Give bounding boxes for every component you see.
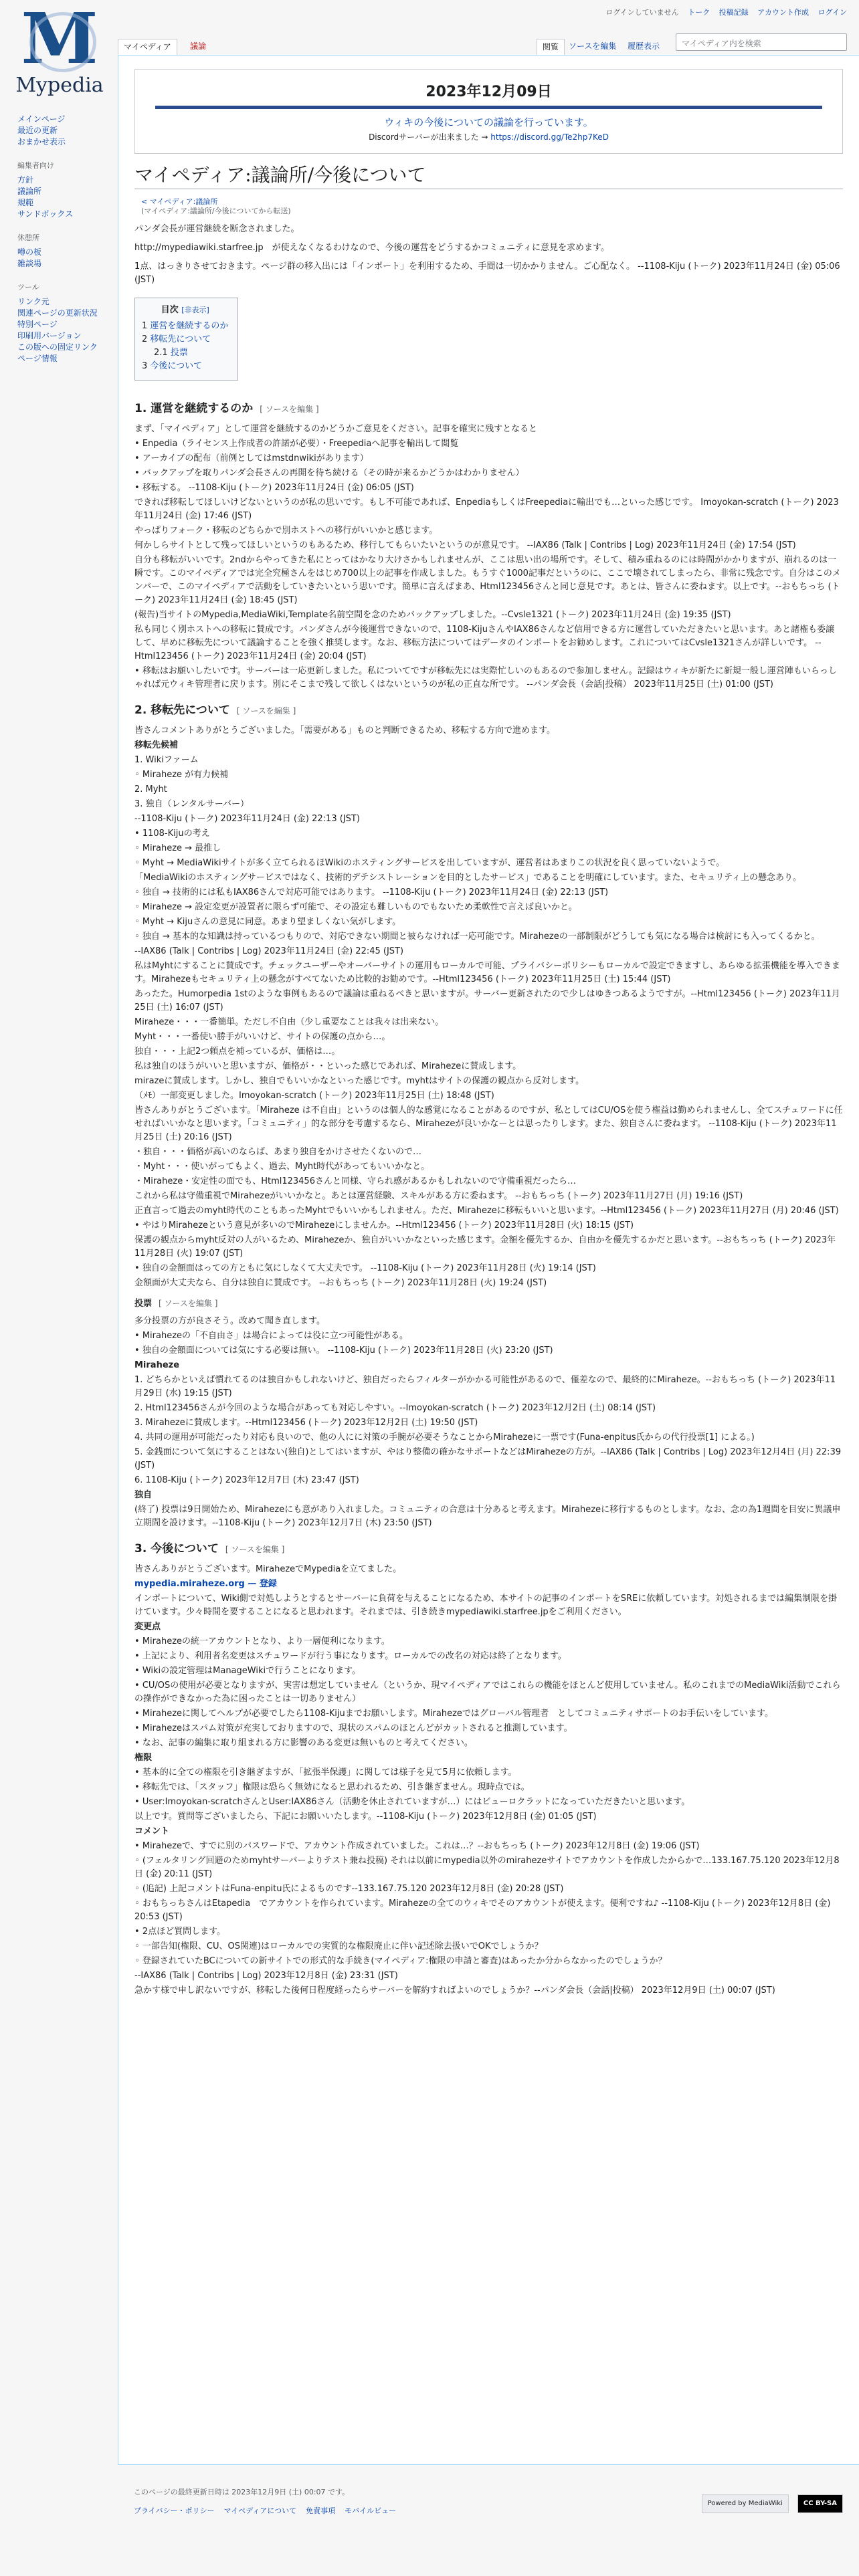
sidebar-item[interactable]: 議論所	[17, 187, 42, 196]
sidebar-section	[17, 232, 118, 270]
discussion-line	[134, 1204, 843, 1218]
discussion-line	[134, 1277, 843, 1290]
discussion-line	[134, 754, 843, 767]
line-text: (フェルタリング回避のためmyhtサーバーよりテスト兼ね投稿) それは以前にmypedia以外のmirahezeサイトでアカウントを作成したからかで…133.167.75.120 2023年12月8日 (金) 20:11 (JST)	[134, 1856, 840, 1879]
line-text: 皆さんありがとうございます。「Miraheze は不自由」というのは個人的な感覚になることがあるのですが、私としてはCU/OSを使う権益は勤められませんし、全てスチュワードに任せればいいかなと思います。「コミュニティ」的な部分を考慮するなら、Mirahezeが良いかなーとは思ったりします。また、独自さんに委ねます。 --1108-Kiju (トーク) 2023年11月25日 (土) 20:16 (JST)	[134, 1105, 843, 1142]
bullet-icon: ◦	[134, 887, 142, 897]
discussion-line	[134, 1840, 843, 1853]
discussion-line	[134, 930, 843, 944]
redirect-note: (マイペディア:議論所/今後についてから転送)	[141, 207, 291, 215]
bullet-icon: ◦	[134, 843, 142, 853]
discussion-line	[134, 1984, 843, 1998]
discussion-line	[134, 423, 843, 436]
section-title: 投票	[134, 1299, 153, 1309]
discussion-line	[134, 1883, 843, 1896]
discussion-line	[134, 768, 843, 782]
discussion-line	[134, 1650, 843, 1663]
discussion-line	[134, 1329, 843, 1343]
tab-history[interactable]: 履歴表示	[628, 41, 660, 51]
line-text: Mirahezeに関してヘルプが必要でしたら1108-Kijuまでお願いします。Mirahezeではグローバル管理者 としてコミュニティサポートのお手伝いをしています。	[142, 1709, 773, 1719]
bullet-icon: •	[134, 1738, 142, 1748]
discussion-line	[134, 1751, 843, 1765]
line-text: (追記) 上記コメントはFuna-enpitu氏によるものです--133.167.75.120 2023年12月8日 (金) 20:28 (JST)	[142, 1884, 564, 1894]
bullet-icon: •	[134, 1709, 142, 1719]
discussion-line	[134, 1374, 843, 1400]
discussion-line	[134, 1075, 843, 1088]
line-text: Mirahezeで、すでに別のパスワードで、アカウント作成されていました。これは…？--おもちっち (トーク) 2023年12月8日 (金) 19:06 (JST)	[142, 1841, 700, 1851]
toc-toggle[interactable]: [非表示]	[181, 306, 209, 314]
bullet-icon: •	[134, 483, 142, 493]
section-title: 3. 今後について	[134, 1542, 219, 1555]
bullet-icon: •	[134, 1681, 142, 1691]
bullet-icon: ◦	[134, 1884, 142, 1894]
notice-message[interactable]: ウィキの今後についての議論を行っています。	[384, 116, 593, 128]
discussion-line	[134, 1016, 843, 1029]
line-text: Miraheze → 最推し	[142, 843, 221, 853]
line-text: 自分も移転がいいです。2ndからやってきた私にとってはかなり大けさかもしれませんが、ここは思い出の場所です。そして、積み重ねるのには時間がかかりますが、崩れるのは一瞬です。このマイペディアでは完全究極さんをはじめ700以上の記事を作成しました。もうすぐ1000記事だというのに、ここで壊されてしまったら、非常に残念です。自分はこのメンバーで、このマイペディアで活動をしていきたいという思いです。簡単に言えばまあ、Html123456さんと同じ意見です。あとは、皆さんに委ねます。以上です。--おもちっち (トーク) 2023年11月24日 (金) 18:45 (JST)	[134, 555, 841, 605]
toc-number: 1	[142, 321, 148, 331]
bullet-icon: •	[134, 1927, 142, 1937]
discussion-line	[134, 1160, 843, 1174]
line-text: やっぱりフォーク・移転のどちらかで別ホストへの移行がいいかと感じます。	[134, 526, 438, 536]
bullet-icon: •	[134, 1220, 142, 1230]
line-text: ・独自・・・価格が高いのならば、あまり独自をかけさせたくないので…	[134, 1147, 422, 1157]
discussion-line	[134, 524, 843, 538]
edit-section-link[interactable]: [ ソースを編集 ]	[159, 1299, 218, 1308]
line-text: Mirahezeの「不自由さ」は場合によっては役に立つ可能性がある。	[142, 1331, 409, 1341]
breadcrumb	[141, 197, 843, 216]
line-text: 独自 → 基本的な知識は持っているつもりので、対応できない期間と被らなければ一応可能です。Mirahezeの一部制限がどうしても気になる場合は検討にも入ってくるかと。	[142, 932, 820, 942]
discussion-line	[134, 1262, 843, 1275]
discussion-line	[134, 1060, 843, 1073]
line-text: Myht・・・一番使い勝手がいいけど、サイトの保護の点から…。	[134, 1032, 391, 1042]
bullet-icon: •	[134, 1782, 142, 1792]
bullet-icon: ◦	[134, 1856, 142, 1866]
discussion-line	[134, 1446, 843, 1473]
discussion-line	[134, 1707, 843, 1721]
toc-label[interactable]: 移転先について	[150, 334, 211, 344]
line-text: （ﾒﾓ）一部変更しました。Imoyokan-scratch (トーク) 2023年11月25日 (土) 18:48 (JST)	[134, 1091, 494, 1101]
tab-read[interactable]: 閲覧	[537, 39, 565, 55]
line-text: 2点ほど質問します。	[142, 1927, 226, 1937]
line-text: 独自の金額面については気にする必要は無い。 --1108-Kiju (トーク) 2023年11月28日 (火) 23:20 (JST)	[142, 1346, 553, 1356]
discussion-line	[134, 665, 843, 691]
line-text: 私も同じく別ホストへの移転に賛成です。パンダさんが今後運営できないので、1108-KijuさんやIAX86さんなど信用できる方に運営していただきたいと思います。あと諸権も委譲して、早めに移転先について議論することを強く推奨します。なお、移転方法についてはデータのインポートをお勧めします。これについてはCvsle1321さんが詳しいです。 --Html123456 (トーク) 2023年11月24日 (金) 20:04 (JST)	[134, 625, 835, 661]
line-text: 移転先では、「スタッフ」権限は恐らく無効になると思われるため、引き継ぎません。現時点では。	[142, 1782, 530, 1792]
line-text[interactable]: 1. Wikiファーム	[134, 755, 199, 765]
bullet-icon: ◦	[134, 902, 142, 912]
sidebar-item[interactable]: ページ情報	[17, 354, 58, 363]
discussion-line	[134, 1665, 843, 1678]
line-text: 5. 金銭面について気にすることはない(独自)としてはいますが、やはり整備の確かなサポートなどはMirahezeの方が。--IAX86 (Talk | Contribs | Log) 2023年12月4日 (月) 22:39 (JST)	[134, 1447, 842, 1471]
line-text: 何かしらサイトとして残ってほしいというのもあるため、移行してもらいたいというのが意見です。 --IAX86 (Talk | Contribs | Log) 2023年11月24日 (金) 17:54 (JST)	[134, 540, 796, 550]
line-text: 権限	[134, 1753, 153, 1763]
discussion-line	[134, 827, 843, 841]
discussion-line	[134, 539, 843, 552]
edit-section-link[interactable]: [ ソースを編集 ]	[260, 405, 319, 414]
bullet-icon: •	[134, 453, 142, 463]
edit-section-link[interactable]: [ ソースを編集 ]	[236, 706, 296, 716]
discussion-line	[134, 1031, 843, 1044]
line-text: ・Myht・・・使いがってもよく、過去、Myht時代があってもいいかなと。	[134, 1162, 430, 1172]
tab-talk[interactable]: 議論	[190, 41, 207, 51]
line-text: 3. Mirahezeに賛成します。--Html123456 (トーク) 2023年12月2日 (土) 19:50 (JST)	[134, 1418, 478, 1428]
bullet-icon: ◦	[134, 917, 142, 927]
footer-link[interactable]: プライバシー・ポリシー	[134, 2506, 215, 2515]
discussion-line	[134, 1416, 843, 1430]
sidebar-section	[17, 114, 118, 148]
discussion-line	[134, 1431, 843, 1444]
bullet-icon: •	[134, 1723, 142, 1733]
bullet-icon: •	[134, 1767, 142, 1778]
line-text: できれば移転してほしいけどないというのが私の思いです。もし不可能であれば、EnpediaもしくはFreepediaに輸出でも…といった感じです。 Imoyokan-scratch (トーク) 2023年11月24日 (金) 17:46 (JST)	[134, 498, 839, 521]
sidebar	[0, 114, 118, 377]
breadcrumb-parent[interactable]: < マイペディア:議論所	[141, 197, 218, 206]
line-text: Mirahezeはスパム対策が充実しておりますので、現状のスパムのほとんどがカットされると推測しています。	[142, 1723, 573, 1733]
line-text: 1108-Kijuの考え	[142, 829, 210, 839]
line-text: インポートについて、Wiki側で対処しようとするとサーバーに負荷を与えることになるため、本サイトの記事のインポートをSREに依頼しています。対処されるまでは編集制限を掛けています。少々時間を要することになると思われます。それまでは、引き続きmypediawiki.starfree.jpをご利用ください。	[134, 1594, 838, 1617]
discord-link[interactable]: https://discord.gg/Te2hp7KeD	[490, 132, 609, 142]
line-text: おもちっちさんはEtapedia でアカウントを作られています。Mirahezeの全てのウィキでそのアカウントが使えます。便利ですね♪ --1108-Kiju (トーク) 2023年12月8日 (金) 20:53 (JST)	[134, 1899, 831, 1922]
toc-number: 3	[142, 361, 148, 371]
toc-label[interactable]: 今後について	[150, 361, 203, 371]
discussion-line	[134, 1359, 843, 1372]
discussion-line	[134, 1897, 843, 1924]
discussion-line	[134, 945, 843, 958]
discussion-line	[134, 1563, 843, 1576]
notice-sub	[155, 130, 822, 144]
bullet-icon: ◦	[134, 1941, 142, 1951]
talk-link[interactable]: トーク	[688, 8, 710, 17]
discussion-line	[134, 1489, 843, 1502]
discussion-line	[134, 813, 843, 826]
line-text: 皆さんありがとうございます。MirahezeでMypediaを立てました。	[134, 1564, 402, 1574]
line-text: 基本的に全ての権限を引き継ぎますが、「拡張半保護」に関しては様子を見て5月に依頼します。	[142, 1767, 517, 1778]
discussion-line	[134, 1940, 843, 1953]
line-text: 独自・・・上記2つ頼点を補っているが、価格は…。	[134, 1047, 341, 1057]
table-of-contents	[134, 298, 238, 381]
discussion-line	[134, 857, 843, 870]
cc-license-icon[interactable]: CC BY-SA	[797, 2494, 843, 2513]
line-text: やはりMirahezeという意見が多いのでMirahezeにしませんか。--Html123456 (トーク) 2023年11月28日 (火) 18:15 (JST)	[142, 1220, 634, 1230]
sidebar-section	[17, 282, 118, 364]
line-text: 独自 → 技術的には私もIAX86さんで対応可能ではあります。 --1108-Kiju (トーク) 2023年11月24日 (金) 22:13 (JST)	[142, 887, 609, 897]
discussion-line	[134, 1315, 843, 1328]
discussion-line	[134, 1925, 843, 1939]
bullet-icon: •	[134, 1346, 142, 1356]
sidebar-item[interactable]: 方針	[17, 175, 34, 185]
line-text: なお、記事の編集に取り組まれる方に影響のある変更は無いものと考えてください。	[142, 1738, 473, 1748]
discussion-line	[134, 1825, 843, 1838]
intro-paragraph: http://mypediawiki.starfree.jp が使えなくなるわけなので、今後の運営をどうするかコミュニティに意見を求めます。	[134, 243, 609, 253]
toc-item[interactable]	[142, 320, 228, 333]
footer-link[interactable]: 免責事項	[306, 2506, 336, 2515]
discussion-line	[134, 1219, 843, 1232]
discussion-line	[134, 496, 843, 523]
discussion-line	[134, 1089, 843, 1103]
line-text: 移転する。 --1108-Kiju (トーク) 2023年11月24日 (金) 06:05 (JST)	[142, 483, 414, 493]
discussion-line	[134, 960, 843, 986]
line-text: Wikiの設定管理はManageWikiで行うことになります。	[142, 1666, 361, 1676]
toc-number: 2	[142, 334, 148, 344]
bullet-icon: •	[134, 1666, 142, 1676]
line-text: --IAX86 (Talk | Contribs | Log) 2023年11月24日 (金) 22:45 (JST)	[134, 946, 404, 956]
intro	[134, 223, 843, 287]
line-text: Miraheze → 設定変更が設置者に限らず可能で、その設定も難しいものでもないため柔軟性で言えば良いかと。	[142, 902, 577, 912]
line-text: 4. 共同の運用が可能だったり対応も良いので、他の人にに対策の手腕が必要そうなことからMirahezeに一票です(Funa-enpitus氏からの代行投票[1] による。)	[134, 1432, 755, 1442]
discussion-line	[134, 1592, 843, 1619]
site-logo[interactable]	[9, 0, 110, 97]
page-title: マイペディア:議論所/今後について	[134, 163, 843, 189]
tab-page[interactable]: マイペディア	[118, 39, 177, 55]
line-text: (終了) 投票は9日開始ため、Mirahezeにも意があり入れました。コミュニティの合意は十分あると考えます。Mirahezeに移行するものとします。なお、念の為1週間を目安に異議申立期間を設けます。--1108-Kiju (トーク) 2023年12月7日 (木) 23:50 (JST)	[134, 1505, 841, 1528]
discussion-line	[134, 1190, 843, 1203]
sidebar-section	[17, 160, 118, 220]
sidebar-heading: 休憩所	[17, 233, 39, 242]
sidebar-item[interactable]: 特別ページ	[17, 320, 58, 329]
search-input[interactable]: マイペディア内を検索	[676, 33, 847, 51]
bullet-icon: •	[134, 1797, 142, 1807]
line-text: 独自	[134, 1490, 153, 1500]
discussion-line	[134, 609, 843, 622]
toc-label[interactable]: 投票	[170, 348, 188, 358]
line-text[interactable]: 3. 独自（レンタルサーバー）	[134, 799, 250, 809]
line-text: 「MediaWikiのホスティングサービスではなく、技術的デテシストレーションを目的としたサービス」であることを明確にしています。また、セキュリティ上の懸念あり。	[134, 873, 802, 883]
notice-sub-prefix: Discordサーバーが出来ました →	[369, 132, 488, 142]
line-text: 保護の観点からmyht反対の人がいるため、Mirahezeか、独自がいいかなといった感じます。金額を優先するか、自由かを優先するかだと思います。--おもちっち (トーク) 2023年11月28日 (火) 19:07 (JST)	[134, 1235, 836, 1259]
line-text: 移転先候補	[134, 740, 179, 750]
discussion-line	[134, 1474, 843, 1487]
footer-link[interactable]: モバイルビュー	[345, 2506, 397, 2515]
sidebar-item[interactable]: 雑談場	[17, 259, 42, 268]
line-text: 1. どちらかといえば慣れてるのは独自かもしれないけど、独自だったらフィルターがかかる可能性があるので、僅差なので、最終的にMiraheze。--おもちっち (トーク) 2023年11月29日 (水) 19:15 (JST)	[134, 1375, 836, 1398]
discussion-line	[134, 1175, 843, 1188]
discussion-line	[134, 783, 843, 796]
line-text: バックアップを取りパンダ会長さんの再開を待ち続ける（その時が来るかどうかはわかりません）	[142, 468, 524, 478]
main-content	[118, 55, 859, 2465]
intro-paragraph: パンダ会長が運営継続を断念されました。	[134, 224, 300, 234]
discussion-line	[134, 1854, 843, 1881]
discussion-line	[134, 1766, 843, 1780]
bullet-icon: ◦	[134, 1956, 142, 1966]
sidebar-heading: ツール	[17, 283, 39, 292]
discussion-line	[134, 1796, 843, 1809]
line-text: Mirahezeの統一アカウントとなり、より一層便利になります。	[142, 1636, 390, 1646]
bullet-icon: •	[134, 439, 142, 449]
line-text: Myht → MediaWikiサイトが多く立てられるほWikiのホスティングサービスを出していますが、運営者はあまりこの状況を良く思っていないようで。	[142, 858, 725, 868]
bullet-icon: •	[134, 1841, 142, 1851]
discussion-line	[134, 437, 843, 451]
discussion-line	[134, 452, 843, 465]
discussion-line	[134, 1679, 843, 1706]
line-text[interactable]: 2. Myht	[134, 784, 167, 794]
bullet-icon: ◦	[134, 858, 142, 868]
discussion-line	[134, 1737, 843, 1750]
section-title: 2. 移転先について	[134, 704, 230, 717]
line-text: mirazeに賛成します。しかし、独自でもいいかなといった感じです。myhtはサイトの保護の観点から反対します。	[134, 1076, 585, 1086]
sidebar-item[interactable]: 規範	[17, 198, 34, 207]
bullet-icon: •	[134, 1651, 142, 1661]
discussion-line	[134, 798, 843, 811]
bullet-icon: •	[134, 1263, 142, 1273]
discussion-line	[134, 901, 843, 914]
line-text: 私はMyhtにすることに賛成です。チェックユーザーやオーバーサイトの運用もローカルで可能、プライバシーポリシーもローカルで設定できますし、あらゆる拡張機能を導入できます。Mirahezeもセキュリティ上の懸念がすべてないため比較的お勧めです。--Html123456 (トーク) 2023年11月25日 (土) 15:44 (JST)	[134, 961, 840, 984]
bullet-icon: ◦	[134, 932, 142, 942]
sidebar-heading: 編集者向け	[17, 161, 54, 170]
line-text: あったた。Humorpedia 1stのような事例もあるので議論は重ねるべきと思いますが。サーバー更新されたので少しはゆきつあるようですが。--Html123456 (トーク) 2023年11月25日 (土) 16:07 (JST)	[134, 989, 840, 1012]
bullet-icon: ◦	[134, 770, 142, 780]
footer-badges	[696, 2494, 843, 2513]
discussion-line	[134, 988, 843, 1014]
notice-date: 2023年12月09日	[155, 75, 822, 109]
line-text: 一部告知(権限、CU、OS関連)はローカルでの実質的な権限廃止に伴い記述除去扱いでOKでしょうか？	[142, 1941, 543, 1951]
line-text: 金額面が大丈夫なら、自分は独自に賛成です。 --おもちっち (トーク) 2023年11月28日 (火) 19:24 (JST)	[134, 1278, 547, 1288]
discussion-line	[134, 739, 843, 752]
line-text: 独自の金額面はっての方ともに気にしなくて大丈夫です。 --1108-Kiju (トーク) 2023年11月28日 (火) 19:14 (JST)	[142, 1263, 596, 1273]
toc-item[interactable]	[142, 360, 228, 373]
line-text: 皆さんコメントありがとうございました。「需要がある」ものと判断できるため、移転する方向で進めます。	[134, 726, 555, 736]
section-title: 1. 運営を継続するのか	[134, 402, 254, 415]
discussion-line	[134, 1810, 843, 1824]
discussion-line	[134, 871, 843, 885]
sitenotice	[134, 69, 843, 154]
contribs-link[interactable]: 投稿記録	[719, 8, 749, 17]
create-account-link[interactable]: アカウント作成	[757, 8, 809, 17]
discussion-line	[134, 1781, 843, 1794]
line-text: 急かす様で申し訳ないですが、移転した後何日程度経ったらサーバーを解約すればよいのでしょうか？--パンダ会長（会話|投稿） 2023年12月9日 (土) 00:07 (JST)	[134, 1985, 775, 1996]
line-text: Miraheze	[134, 1360, 180, 1370]
line-text: --IAX86 (Talk | Contribs | Log) 2023年12月8日 (金) 23:31 (JST)	[134, 1971, 398, 1981]
not-logged-in-text: ログインしていません	[605, 8, 679, 17]
discussion-line	[134, 1234, 843, 1261]
discussion-line	[134, 481, 843, 495]
line-text: Miraheze・・・一番簡単。ただし不自由（少し重要なことは我々は出来ない。	[134, 1017, 444, 1027]
line-text: 多分投票の方が良さそう。改めて聞き直します。	[134, 1316, 325, 1326]
line-text: 移転はお願いしたいです。サーバーは一応更新しました。私についてですが移転先には実際忙しいのもあるので参加しません。記録はウィキが新たに新規一般し運営陣もいらっしゃれば元ウィキ管理者に戻ります。別にそこまで残して欲しくはないというのが私の正直な所です。 --パンダ会長（会話|投稿） 2023年11月25日 (土) 01:00 (JST)	[134, 666, 837, 689]
section-heading-s1	[134, 401, 843, 417]
personal-tools	[599, 7, 847, 17]
line-text: Myht → Kijuさんの意見に同意。あまり望ましくない気がします。	[142, 917, 401, 927]
line-text: 登録されていたBCについての新サイトでの形式的な手続き(マイペディア:権限の申請と審査)はあったか分からなかったのでしょうか？	[142, 1956, 667, 1966]
line-text: 2. Html123456さんが今回のような場合があっても対応しやすい。--Imoyokan-scratch (トーク) 2023年12月2日 (土) 08:14 (JST)	[134, 1403, 656, 1413]
line-text: Miraheze が有力候補	[142, 770, 229, 780]
discussion-line	[134, 1104, 843, 1144]
line-text[interactable]: mypedia.miraheze.org — 登録	[134, 1579, 277, 1589]
line-text: 以上です。質問等ございましたら、下記にお願いいたします。--1108-Kiju (トーク) 2023年12月8日 (金) 01:05 (JST)	[134, 1812, 597, 1822]
sidebar-item[interactable]: メインページ	[17, 114, 66, 124]
discussion-line	[134, 886, 843, 899]
line-text: 私は独自のほうがいいと思いますが、価格が・・といった感じであれば、Mirahezeに賛成します。	[134, 1061, 522, 1071]
line-text: CU/OSの使用が必要となりますが、実害は想定していません（というか、現マイペディアではこれらの機能をほとんど使用していません。私のこれまでのMediaWiki活動でこれらの操作ができなかった為に困ったことは一切ありません）	[134, 1681, 841, 1704]
line-text: 上記により、利用者名変更はスチュワードが行う事になります。ローカルでの改名の対応は終了となります。	[142, 1651, 567, 1661]
bullet-icon: •	[134, 829, 142, 839]
line-text: 変更点	[134, 1622, 161, 1632]
discussion-line	[134, 467, 843, 480]
sidebar-item[interactable]: リンク元	[17, 297, 50, 306]
discussion-line	[134, 724, 843, 738]
discussion-line	[134, 1045, 843, 1059]
tab-edit-source[interactable]: ソースを編集	[569, 41, 617, 51]
discussion-line	[134, 1969, 843, 1983]
discussion-line	[134, 1722, 843, 1735]
toc-item[interactable]	[142, 346, 228, 360]
discussion-line	[134, 1146, 843, 1159]
discussion-line	[134, 1620, 843, 1634]
discussion-line	[134, 1955, 843, 1968]
discussion-line	[134, 554, 843, 607]
line-text: User:Imoyokan-scratchさんとUser:IAX86さん（活動を休止されていますが…）にはビューロクラットになっていただきたいと思います。	[142, 1797, 690, 1807]
discussion-line	[134, 623, 843, 663]
line-text: まず、「マイペディア」として運営を継続するのかどうかご意見をください。記事を確実に残すとなると	[134, 424, 538, 434]
sidebar-item[interactable]: 噂の板	[17, 247, 42, 257]
line-text: コメント	[134, 1826, 170, 1836]
line-text: これから私は守備重視でMirahezeがいいかなと。あとは運営経験、スキルがある方に委ねます。 --おもちっち (トーク) 2023年11月27日 (月) 19:16 (JST)	[134, 1191, 743, 1201]
discussion-line	[134, 842, 843, 855]
login-link[interactable]: ログイン	[818, 8, 847, 17]
last-modified: このページの最終更新日時は 2023年12月9日 (土) 00:07 です。	[134, 2488, 350, 2496]
footer-link[interactable]: マイペディアについて	[223, 2506, 297, 2515]
sidebar-item[interactable]: おまかせ表示	[17, 137, 66, 146]
discussion-line	[134, 1402, 843, 1415]
line-text: 正直言って過去のmyht時代のこともあったMyhtでもいいかもしれません。ただ、Mirahezeに移転もいいと思います。--Html123456 (トーク) 2023年11月27日 (月) 20:46 (JST)	[134, 1206, 839, 1216]
section-heading-s2	[134, 702, 843, 719]
discussion-line	[134, 916, 843, 929]
toc-item[interactable]	[142, 333, 228, 346]
bullet-icon: •	[134, 666, 142, 676]
intro-paragraph: 1点、はっきりさせておきます。ページ群の移入出には「インポート」を利用するため、手間は一切かかりません。ご心配なく。 --1108-Kiju (トーク) 2023年11月24日 (金) 05:06 (JST)	[134, 261, 840, 285]
toc-number: 2.1	[154, 348, 168, 358]
bullet-icon: •	[134, 1331, 142, 1341]
discussion-line	[134, 1635, 843, 1648]
line-text: 6. 1108-Kiju (トーク) 2023年12月7日 (木) 23:47 (JST)	[134, 1475, 359, 1485]
line-text: アーカイブの配布（前例としてはmstdnwikiがあります）	[142, 453, 369, 463]
sidebar-item[interactable]: 関連ページの更新状況	[17, 308, 98, 318]
powered-by-mediawiki-icon[interactable]: Powered by MediaWiki	[702, 2494, 789, 2513]
section-heading-s21	[134, 1297, 843, 1311]
line-text: --1108-Kiju (トーク) 2023年11月24日 (金) 22:13 (JST)	[134, 814, 360, 824]
sidebar-item[interactable]: 印刷用バージョン	[17, 331, 82, 340]
bullet-icon: •	[134, 468, 142, 478]
sidebar-item[interactable]: 最近の更新	[17, 126, 58, 135]
sidebar-item[interactable]: この版への固定リンク	[17, 342, 98, 352]
sidebar-item[interactable]: サンドボックス	[17, 209, 74, 219]
discussion-line	[134, 1578, 843, 1591]
section-heading-s3	[134, 1541, 843, 1558]
logo-mark: M	[9, 5, 110, 72]
toc-title: 目次 [非表示]	[161, 305, 209, 315]
edit-section-link[interactable]: [ ソースを編集 ]	[225, 1545, 285, 1554]
discussion-line	[134, 1344, 843, 1358]
bullet-icon: ◦	[134, 1899, 142, 1909]
toc-label[interactable]: 運営を継続するのか	[150, 321, 229, 331]
line-text: (報告)当サイトのMypedia,MediaWiki,Template名前空間を念のためバックアップしました。--Cvsle1321 (トーク) 2023年11月24日 (金) 19:35 (JST)	[134, 610, 731, 620]
line-text: ・Miraheze・安定性の面でも、Html123456さんと同様、守られ感があるかもしれないので守備重視だったら…	[134, 1176, 576, 1186]
logo-wordmark: Mypedia	[15, 74, 104, 97]
discussion-line	[134, 1503, 843, 1530]
bullet-icon: •	[134, 1636, 142, 1646]
line-text: Enpedia（ライセンス上作成者の許諾が必要）・Freepediaへ記事を輸出して閲覧	[142, 439, 459, 449]
